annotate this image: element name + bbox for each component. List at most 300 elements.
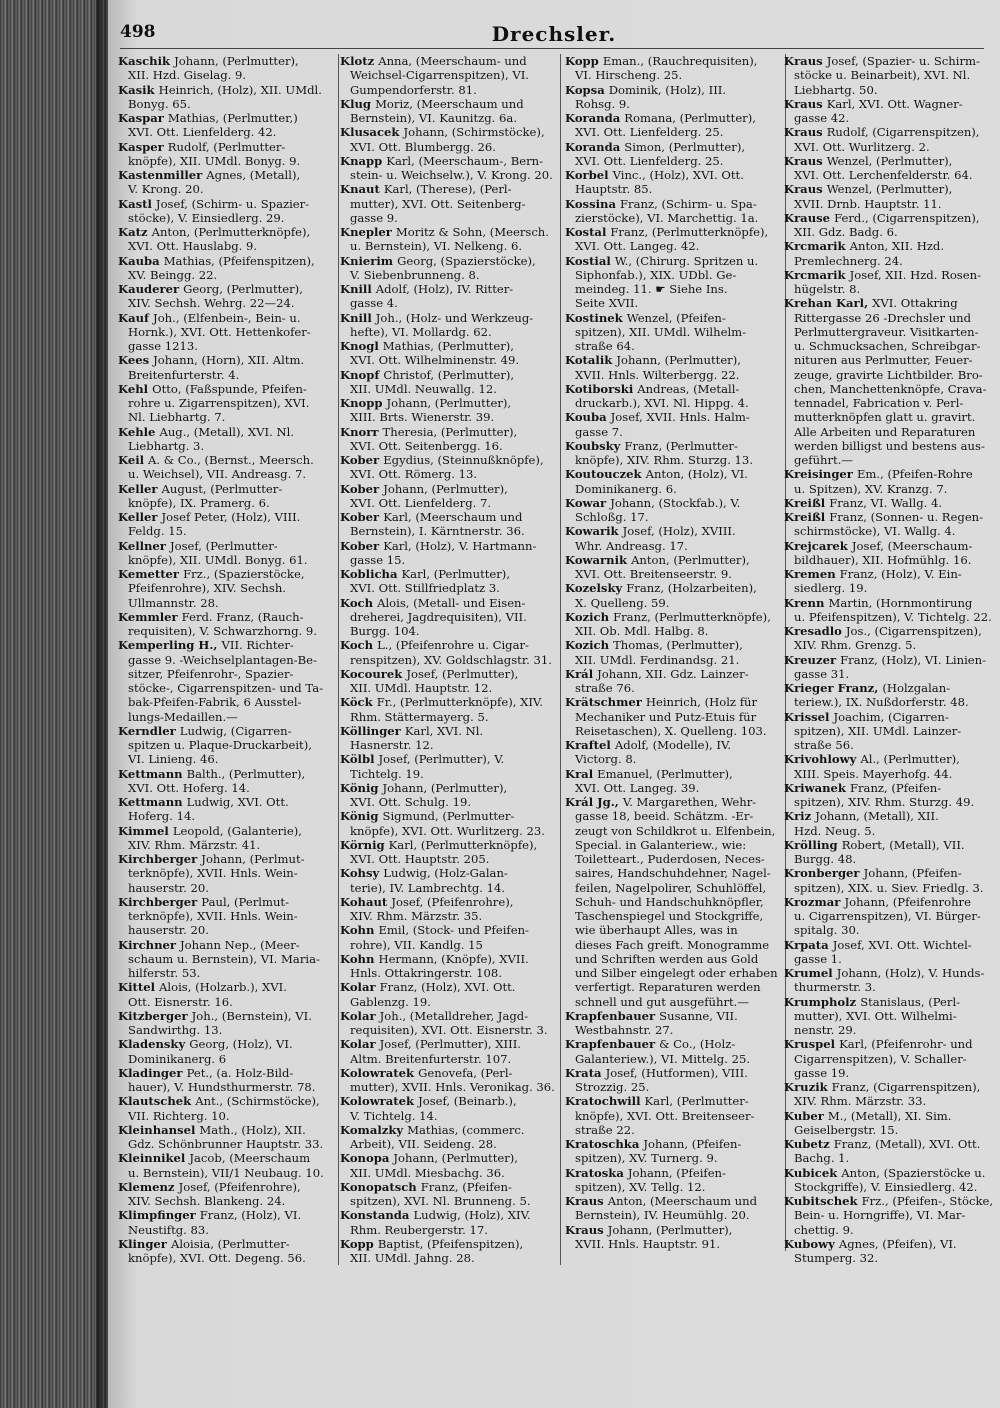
entry-line — [118, 1208, 336, 1222]
directory-entry — [565, 197, 783, 226]
entry-line — [565, 368, 783, 382]
entry-name: Kohsy — [340, 866, 384, 881]
entry-text: Martin, (Hornmontirung — [828, 595, 973, 610]
entry-line — [340, 938, 558, 952]
directory-entry — [784, 938, 994, 967]
entry-line — [118, 410, 336, 424]
directory-entry — [118, 1237, 336, 1266]
entry-line — [565, 353, 783, 367]
entry-text: tennadel, Fabrication v. Perl- — [794, 396, 964, 410]
entry-text: dreherei, Jagdrequisiten), VII. — [350, 609, 527, 624]
entry-line — [118, 1237, 336, 1251]
entry-line — [340, 410, 558, 424]
entry-name: Kirchberger — [118, 894, 202, 909]
entry-line — [340, 239, 558, 253]
entry-text: Gablenzg. 19. — [350, 994, 431, 1009]
entry-name: Kees — [118, 353, 154, 368]
entry-text: Jos., (Cigarrenspitzen), — [845, 624, 982, 638]
entry-name: Kossina — [565, 196, 620, 211]
entry-line — [340, 282, 558, 296]
entry-text: XVI. Ott. Breitenseerstr. 9. — [575, 567, 732, 581]
entry-text: VI. Hirscheng. 25. — [575, 68, 683, 83]
entry-line — [565, 610, 783, 624]
directory-entry — [340, 838, 558, 867]
entry-line — [565, 1009, 783, 1023]
entry-text: XVI. Ott. Stillfriedplatz 3. — [350, 581, 500, 596]
directory-entry — [340, 1094, 558, 1123]
entry-text: Frz., (Pfeifen-, Stöcke, — [861, 1194, 994, 1208]
entry-text: u. Cigarrenspitzen), VI. Bürger- — [794, 909, 981, 923]
entry-name: Kostial — [565, 253, 615, 268]
directory-entry — [340, 282, 558, 311]
entry-line — [784, 624, 994, 638]
entry-line — [340, 154, 558, 168]
entry-text: Ludwig, (Holz-Galan- — [383, 866, 508, 881]
entry-line — [784, 809, 994, 823]
entry-text: Josef, XII. Hzd. Rosen- — [849, 267, 981, 282]
entry-line — [784, 838, 994, 852]
entry-line — [784, 1052, 994, 1066]
entry-line — [118, 795, 336, 809]
entry-name: Koranda — [565, 111, 625, 125]
entry-line — [118, 353, 336, 367]
entry-line — [340, 952, 558, 966]
entry-name: Kopp — [565, 54, 603, 68]
entry-line — [565, 439, 783, 453]
entry-line — [118, 866, 336, 880]
directory-entry — [118, 1066, 336, 1095]
entry-text: XIII. Speis. Mayerhofg. 44. — [794, 766, 953, 781]
entry-line — [565, 781, 783, 795]
entry-text: Pet., (a. Holz-Bild- — [186, 1065, 294, 1080]
entry-name: Kraus — [784, 182, 827, 197]
entry-line — [784, 1066, 994, 1080]
entry-name: Kauderer — [118, 282, 184, 296]
entry-text: Schloßg. 17. — [575, 510, 649, 524]
entry-name: Krissel — [784, 709, 834, 724]
directory-entry — [118, 767, 336, 796]
directory-entry — [784, 1037, 994, 1080]
entry-line — [118, 923, 336, 937]
entry-line — [340, 724, 558, 738]
entry-line — [340, 325, 558, 339]
entry-text: Franz, (Schirm- u. Spa- — [620, 196, 757, 211]
entry-line — [565, 795, 783, 809]
entry-text: Anton, (Holz), VI. — [645, 467, 748, 482]
entry-text: Rudolf, (Perlmutter- — [167, 139, 286, 154]
entry-text: Emil, (Stock- und Pfeifen- — [378, 923, 529, 938]
entry-text: Josef, (Perlmutter), — [406, 666, 519, 681]
entry-line — [784, 881, 994, 895]
entry-line — [118, 325, 336, 339]
entry-line — [118, 83, 336, 97]
entry-text: Gumpendorferstr. 81. — [350, 82, 477, 97]
entry-line — [565, 1052, 783, 1066]
directory-entry — [565, 1037, 783, 1066]
entry-name: Komalzky — [340, 1122, 408, 1137]
directory-entry — [118, 1009, 336, 1038]
entry-line — [565, 339, 783, 353]
entry-line — [784, 311, 994, 325]
entry-line — [118, 254, 336, 268]
entry-line — [784, 1009, 994, 1023]
directory-entry — [784, 268, 994, 297]
entry-line — [784, 923, 994, 937]
entry-line — [340, 752, 558, 766]
entry-line — [118, 368, 336, 382]
entry-name: Krcmarik — [784, 267, 850, 282]
entry-line — [340, 467, 558, 481]
entry-text: knöpfe), XII. UMdl. Bonyg. 61. — [128, 552, 308, 567]
entry-text: spitzen), XV. Turnerg. 9. — [575, 1151, 718, 1166]
entry-name: Kolar — [340, 1037, 380, 1052]
entry-text: VI. Linieng. 46. — [128, 752, 219, 767]
entry-text: Rudolf, (Cigarrenspitzen), — [826, 125, 980, 140]
entry-text: zeugt von Schildkrot u. Elfenbein, — [575, 823, 776, 838]
entry-line — [340, 1251, 558, 1265]
entry-line — [118, 852, 336, 866]
entry-name: Kleinhansel — [118, 1122, 200, 1137]
entry-line — [118, 952, 336, 966]
entry-line — [118, 1052, 336, 1066]
entry-text: XVI. Ott. Römerg. 13. — [350, 467, 478, 482]
entry-text: Tichtelg. 19. — [350, 766, 424, 781]
entry-text: Johann, (Perlmutter), — [383, 481, 508, 496]
entry-line — [784, 1151, 994, 1165]
entry-text: gasse 1. — [794, 951, 842, 966]
entry-line — [565, 738, 783, 752]
entry-text: hilferstr. 53. — [128, 966, 201, 980]
entry-text: terknöpfe), XVII. Hnls. Wein- — [128, 909, 298, 923]
entry-text: Josef, (Spazier- u. Schirm- — [826, 54, 980, 68]
directory-entry — [565, 553, 783, 582]
entry-text: Al., (Perlmutter), — [860, 752, 960, 767]
entry-line — [784, 225, 994, 239]
entry-line — [784, 852, 994, 866]
entry-line — [340, 268, 558, 282]
entry-name: Krätschmer — [565, 695, 646, 710]
entry-line — [340, 781, 558, 795]
entry-line — [565, 767, 783, 781]
entry-line — [340, 1166, 558, 1180]
entry-line — [118, 909, 336, 923]
directory-entry — [118, 140, 336, 169]
entry-text: mutter), XVI. Ott. Wilhelmi- — [794, 1008, 957, 1023]
entry-text: straße 76. — [575, 681, 635, 695]
entry-line — [118, 1166, 336, 1180]
entry-text: XIII. Brts. Wienerstr. 39. — [350, 410, 495, 425]
entry-line — [118, 695, 336, 709]
entry-name: Kubitschek — [784, 1194, 862, 1208]
entry-text: und Silber eingelegt oder erhaben — [575, 966, 778, 980]
directory-entry — [118, 54, 336, 83]
entry-text: meindeg. 11. ☛ Siehe Ins. — [575, 282, 728, 296]
entry-line — [340, 710, 558, 724]
entry-line — [340, 68, 558, 82]
entry-name: Knierim — [340, 253, 398, 268]
directory-entry — [118, 980, 336, 1009]
entry-text: Burgg. 104. — [350, 624, 420, 638]
entry-text: Geiselbergstr. 15. — [794, 1122, 899, 1137]
entry-name: Kohn — [340, 951, 379, 966]
entry-line — [565, 325, 783, 339]
entry-name: Krieger Franz, — [784, 681, 883, 695]
entry-line — [784, 97, 994, 111]
entry-line — [118, 966, 336, 980]
entry-text: rohre u. Zigarrenspitzen), XVI. — [128, 396, 310, 410]
entry-text: hauserstr. 20. — [128, 880, 209, 895]
entry-name: Krumel — [784, 966, 837, 980]
directory-entry — [340, 567, 558, 596]
entry-name: Kladensky — [118, 1037, 190, 1052]
entry-text: straße 22. — [575, 1122, 635, 1137]
column-2 — [340, 54, 558, 1265]
entry-text: Karl, XVI. Nl. — [404, 723, 484, 738]
entry-text: Special. in Galanteriew., wie: — [575, 837, 747, 852]
entry-text: Ott. Eisnerstr. 16. — [128, 994, 233, 1009]
entry-name: Krivohlowy — [784, 752, 861, 767]
directory-entry — [565, 54, 783, 83]
entry-line — [784, 197, 994, 211]
entry-line — [118, 567, 336, 581]
entry-line — [784, 995, 994, 1009]
entry-text: & Co., (Holz- — [659, 1037, 736, 1052]
entry-text: Bernstein), VI. Kaunitzg. 6a. — [350, 111, 517, 125]
entry-line — [565, 838, 783, 852]
entry-text: u. Spitzen), XV. Kranzg. 7. — [794, 481, 948, 496]
directory-entry — [784, 995, 994, 1038]
entry-text: stöcke-, Cigarrenspitzen- und Ta- — [128, 681, 324, 695]
entry-line — [340, 539, 558, 553]
directory-entry — [565, 1194, 783, 1223]
entry-name: Kotiborski — [565, 381, 638, 396]
entry-text: Franz, (Cigarrenspitzen), — [831, 1080, 981, 1094]
entry-name: König — [340, 809, 383, 824]
directory-entry — [118, 83, 336, 112]
entry-text: XVI. Ott. Hauptstr. 205. — [350, 852, 490, 866]
entry-text: Dominik, (Holz), III. — [608, 82, 727, 97]
entry-line — [118, 197, 336, 211]
directory-entry — [784, 838, 994, 867]
entry-line — [565, 382, 783, 396]
entry-text: gasse 15. — [350, 552, 406, 567]
entry-text: Dominikanerg. 6 — [128, 1051, 227, 1066]
entry-line — [340, 1237, 558, 1251]
entry-line — [340, 54, 558, 68]
entry-line — [784, 667, 994, 681]
entry-text: Josef, XVI. Ott. Wichtel- — [832, 937, 972, 952]
entry-line — [784, 453, 994, 467]
entry-text: knöpfe), XVI. Ott. Breitenseer- — [575, 1108, 755, 1123]
entry-name: Krpata — [784, 937, 833, 952]
entry-text: Johann, (Pfeifen- — [643, 1137, 742, 1151]
entry-name: Kratoschka — [565, 1137, 644, 1151]
entry-line — [118, 125, 336, 139]
directory-entry — [565, 738, 783, 767]
entry-text: Reisetaschen), X. Quelleng. 103. — [575, 723, 767, 738]
directory-entry — [565, 767, 783, 796]
entry-line — [784, 638, 994, 652]
entry-line — [340, 838, 558, 852]
directory-entry — [784, 496, 994, 510]
directory-entry — [565, 695, 783, 738]
entry-line — [118, 653, 336, 667]
entry-line — [784, 396, 994, 410]
entry-line — [565, 467, 783, 481]
entry-text: XVI. Ott. Wilhelminenstr. 49. — [350, 353, 520, 368]
directory-entry — [340, 809, 558, 838]
directory-entry — [340, 596, 558, 639]
directory-entry — [118, 425, 336, 454]
directory-entry — [340, 1123, 558, 1152]
entry-text: Rhm. Reubergerstr. 17. — [350, 1222, 488, 1237]
entry-line — [340, 524, 558, 538]
entry-text: bak-Pfeifen-Fabrik, 6 Ausstel- — [128, 695, 302, 710]
entry-name: Kemetter — [118, 567, 184, 581]
directory-entry — [118, 254, 336, 283]
entry-text: u. Schmucksachen, Schreibgar- — [794, 339, 981, 353]
directory-entry — [118, 938, 336, 981]
entry-name: Klug — [340, 96, 376, 111]
directory-entry — [565, 225, 783, 254]
entry-text: Anton, (Meerschaum und — [607, 1194, 758, 1208]
entry-text: Joh., (Elfenbein-, Bein- u. — [153, 310, 301, 325]
entry-line — [565, 239, 783, 253]
entry-line — [118, 268, 336, 282]
entry-text: XII. Ob. Mdl. Halbg. 8. — [575, 624, 709, 638]
entry-line — [340, 496, 558, 510]
entry-text: Joh., (Metalldreher, Jagd- — [379, 1008, 529, 1023]
entry-text: Wenzel, (Pfeifen- — [626, 310, 726, 325]
entry-line — [118, 296, 336, 310]
entry-text: spitalg. 30. — [794, 923, 860, 938]
entry-line — [565, 667, 783, 681]
entry-line — [118, 838, 336, 852]
entry-text: Anton, (Perlmutter), — [631, 552, 750, 567]
entry-text: Ant., (Schirmstöcke), — [195, 1094, 320, 1109]
entry-line — [340, 125, 558, 139]
entry-text: Weichsel-Cigarrenspitzen), VI. — [350, 68, 529, 83]
entry-text: hauer), V. Hundsthurmerstr. 78. — [128, 1080, 316, 1094]
entry-text: bildhauer), XII. Hofmühlg. 16. — [794, 552, 972, 567]
entry-text: Susanne, VII. — [659, 1008, 738, 1023]
entry-name: Kouba — [565, 410, 611, 425]
directory-entry — [565, 467, 783, 496]
directory-entry — [784, 239, 994, 268]
entry-text: Ullmannstr. 28. — [128, 595, 219, 610]
entry-line — [565, 140, 783, 154]
entry-line — [784, 339, 994, 353]
entry-name: Kreisinger — [784, 467, 857, 482]
entry-text: Hnls. Ottakringerstr. 108. — [350, 966, 502, 980]
directory-entry — [784, 510, 994, 539]
entry-line — [340, 980, 558, 994]
entry-text: Mathias, (Perlmutter), — [382, 339, 514, 353]
entry-text: Neustiftg. 83. — [128, 1222, 209, 1237]
entry-name: Knogl — [340, 339, 383, 353]
entry-text: mutter), XVII. Hnls. Veronikag. 36. — [350, 1080, 555, 1094]
entry-name: Koutouczek — [565, 467, 646, 482]
directory-entry — [784, 895, 994, 938]
entry-line — [340, 1023, 558, 1037]
entry-text: Aloisia, (Perlmutter- — [170, 1236, 290, 1251]
entry-text: thurmerstr. 3. — [794, 980, 876, 995]
entry-line — [118, 980, 336, 994]
entry-line — [118, 1037, 336, 1051]
entry-name: Kasik — [118, 82, 159, 97]
entry-text: chettig. 9. — [794, 1222, 854, 1237]
entry-text: Simon, (Perlmutter), — [624, 139, 746, 154]
directory-entry — [784, 125, 994, 154]
entry-line — [784, 439, 994, 453]
entry-text: XVII. Hnls. Wilterbergg. 22. — [575, 367, 740, 382]
entry-text: Karl, (Meerschaum und — [383, 510, 523, 524]
entry-line — [565, 695, 783, 709]
entry-line — [118, 895, 336, 909]
entry-text: Christof, (Perlmutter), — [383, 367, 515, 382]
entry-line — [565, 311, 783, 325]
directory-entry — [340, 752, 558, 781]
entry-text: Hoferg. 14. — [128, 809, 196, 824]
entry-text: XVI. Ott. Wurlitzerg. 2. — [794, 139, 930, 154]
entry-line — [784, 1080, 994, 1094]
entry-text: Josef, (Pfeifenrohre), — [391, 894, 514, 909]
entry-text: Johann, (Perlmutter), — [174, 54, 299, 68]
entry-name: Kaschik — [118, 54, 175, 68]
entry-name: Köck — [340, 695, 377, 710]
entry-text: Josef, (Perlmutter), V. — [378, 752, 505, 767]
entry-line — [565, 168, 783, 182]
entry-text: knöpfe), XVI. Ott. Wurlitzerg. 23. — [350, 823, 545, 838]
entry-text: Karl, XVI. Ott. Wagner- — [826, 96, 963, 111]
entry-line — [118, 1137, 336, 1151]
entry-line — [565, 938, 783, 952]
entry-text: straße 64. — [575, 339, 635, 353]
directory-entry — [340, 125, 558, 154]
directory-entry — [340, 1180, 558, 1209]
entry-line — [118, 510, 336, 524]
entry-name: Kettmann — [118, 795, 187, 809]
entry-line — [565, 125, 783, 139]
entry-line — [565, 1094, 783, 1108]
entry-line — [340, 510, 558, 524]
directory-entry — [340, 182, 558, 225]
directory-entry — [784, 1109, 994, 1138]
entry-text: saires, Handschuhdehner, Nagel- — [575, 866, 771, 881]
entry-line — [565, 539, 783, 553]
directory-page — [108, 0, 1000, 1408]
entry-line — [118, 439, 336, 453]
directory-entry — [565, 581, 783, 610]
entry-text: Liebhartg. 3. — [128, 438, 205, 453]
entry-line — [340, 439, 558, 453]
entry-text: Galanteriew.), VI. Mittelg. 25. — [575, 1051, 751, 1066]
entry-line — [118, 1023, 336, 1037]
entry-name: Klinger — [118, 1236, 171, 1251]
entry-text: spitzen u. Plaque-Druckarbeit), — [128, 738, 312, 752]
entry-text: chen, Manchettenknöpfe, Crava- — [794, 381, 987, 396]
entry-text: August, (Perlmutter- — [161, 481, 283, 496]
entry-line — [565, 453, 783, 467]
column-1 — [118, 54, 336, 1265]
entry-name: Kraftel — [565, 738, 615, 752]
entry-line — [565, 182, 783, 196]
entry-text: Ludwig, (Cigarren- — [179, 723, 292, 738]
entry-line — [118, 667, 336, 681]
entry-line — [565, 567, 783, 581]
entry-line — [565, 268, 783, 282]
entry-line — [565, 624, 783, 638]
